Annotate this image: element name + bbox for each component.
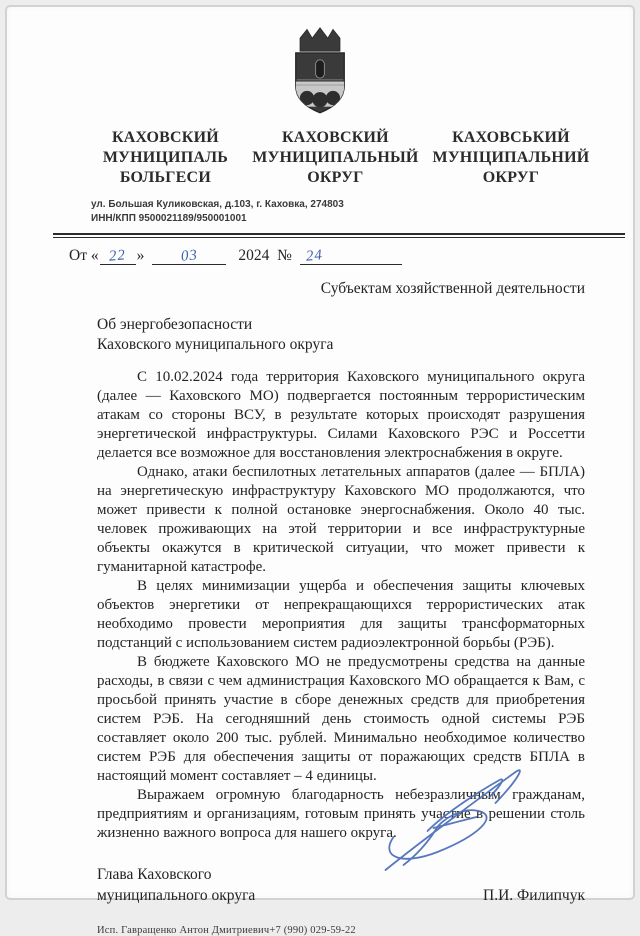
address-line: ул. Большая Куликовская, д.103, г. Каховка, 274803 (91, 199, 344, 210)
signature-row (97, 865, 585, 907)
paragraph: С 10.02.2024 года территория Каховского муниципального округа (далее — Каховского МО) подвергается постоянным террористическим атакам со стороны ВСУ, в результате которых происходят разрушения энергетической инфраструктуры. Силами Каховского РЭС и Россетти делается все возможное для восстановления электроснабжения в округе. (97, 369, 585, 462)
paragraph: В бюджете Каховского МО не предусмотрены средства на данные расходы, в связи с чем администрация Каховского МО обращается к Вам, с просьбой принять участие в сборе денежных средств для приобретения систем РЭБ. На сегодняшний день стоимость одной системы РЭБ составляет около 200 тыс. рублей. Минимально необходимое количество систем РЭБ для обеспечения защиты от поражающих средств БПЛА в настоящий момент составляет – 4 единицы. (97, 654, 585, 785)
org-name-russian: КАХОВСКИЙ МУНИЦИПАЛЬНЫЙ ОКРУГ (252, 129, 419, 186)
executor-line: Исп. Гавращенко Антон Дмитриевич+7 (990) 029-59-22 (97, 925, 356, 936)
paragraph: В целях минимизации ущерба и обеспечения защиты ключевых объектов энергетики от непрекращающихся террористических атак необходимо провести мероприятия для защиты трансформаторных подстанций с использованием систем радиоэлектронной борьбы (РЭБ). (97, 578, 585, 652)
inn-kpp-line: ИНН/КПП 9500021189/950001001 (91, 212, 247, 224)
reference-line (69, 247, 633, 265)
org-name-ukrainian: КАХОВСЬКИЙ МУНІЦИПАЛЬНИЙ ОКРУГ (432, 129, 590, 186)
letterhead-divider (53, 233, 625, 238)
emblem-container (7, 25, 633, 124)
signer-title (97, 865, 255, 907)
subject-line-1: Об энергобезопасности (97, 316, 253, 333)
subject-block (97, 315, 585, 355)
subject-line-2: Каховского муниципального округа (97, 336, 334, 354)
signer-title-line-1: Глава Каховского (97, 866, 212, 884)
paragraph: Выражаем огромную благодарность небезразличным гражданам, предприятиям и организациям, готовым принять участие в решении столь жизненно важного вопроса для нашего округа. (97, 787, 585, 842)
letter-body (97, 368, 585, 843)
addressee-line: Субъектам хозяйственной деятельности (320, 280, 585, 297)
coat-of-arms-icon (281, 106, 359, 123)
org-name-crimean-tatar: КАХОВСКИЙ МУНИЦИПАЛЬ БОЛЬГЕСИ (102, 129, 228, 186)
document-page (5, 5, 635, 936)
ref-year: 2024 (238, 247, 270, 264)
letter-content (7, 280, 633, 936)
handwritten-doc-number: 24 (305, 247, 324, 265)
ref-quote-close: » (136, 247, 145, 264)
handwritten-day: 22 (108, 247, 127, 265)
day-blank (100, 247, 136, 265)
address-block (91, 198, 633, 225)
month-blank (152, 247, 226, 265)
ref-number-sign: № (277, 247, 292, 264)
org-names-row (7, 124, 633, 188)
ref-from-prefix: От « (69, 247, 99, 264)
handwritten-month: 03 (180, 247, 199, 265)
signer-name: П.И. Филипчук (483, 887, 585, 905)
signer-title-line-2: муниципального округа (97, 887, 256, 905)
number-blank (300, 247, 402, 265)
paragraph: Однако, атаки беспилотных летательных аппаратов (далее — БПЛА) на энергетическую инфраструктуру Каховского МО продолжаются, что может привести к полной остановке энергоснабжения. Около 40 тыс. человек проживающих на этой территории и все инфраструктурные объекты окажутся в критической ситуации, что может привести к гуманитарной катастрофе. (97, 464, 585, 576)
